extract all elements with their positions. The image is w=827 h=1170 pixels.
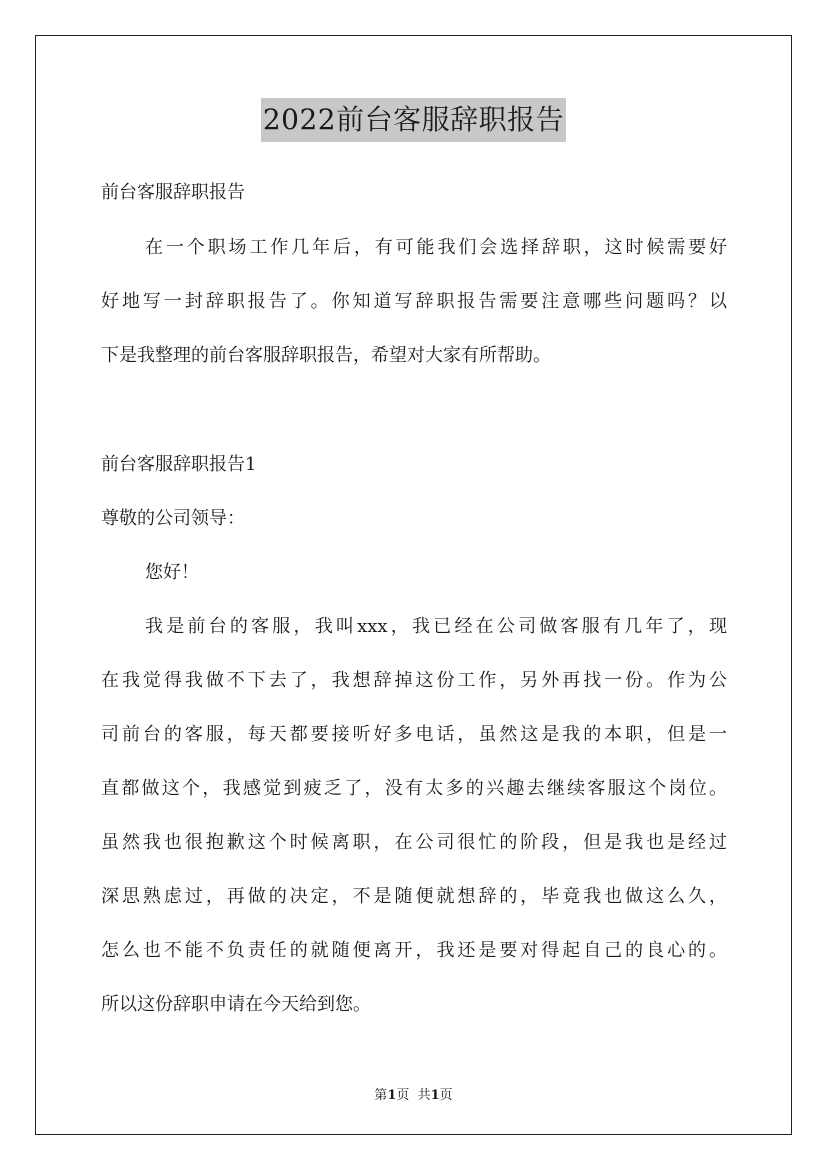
- footer-page-current: 1: [387, 1088, 397, 1103]
- document-title: 2022前台客服辞职报告: [261, 98, 566, 142]
- footer-prefix: 第: [374, 1088, 388, 1103]
- body-line-7: 怎么也不能不负责任的就随便离开，我还是要对得起自己的良心的。: [101, 940, 727, 961]
- greeting: 您好！: [145, 562, 199, 583]
- footer-suffix: 页: [439, 1088, 453, 1103]
- body-line-5: 虽然我也很抱歉这个时候离职，在公司很忙的阶段，但是我也是经过: [101, 832, 727, 853]
- body-line-2: 在我觉得我做不下去了，我想辞掉这份工作，另外再找一份。作为公: [101, 670, 727, 691]
- body-line-6: 深思熟虑过，再做的决定，不是随便就想辞的，毕竟我也做这么久，: [101, 886, 727, 907]
- body-line-3: 司前台的客服，每天都要接听好多电话，虽然这是我的本职，但是一: [101, 724, 727, 745]
- section-heading: 前台客服辞职报告1: [101, 454, 257, 475]
- title-container: [0, 98, 827, 142]
- intro-line-3: 下是我整理的前台客服辞职报告，希望对大家有所帮助。: [101, 345, 551, 366]
- page-footer: [0, 1084, 827, 1103]
- body-line-4: 直都做这个，我感觉到疲乏了，没有太多的兴趣去继续客服这个岗位。: [101, 778, 727, 799]
- footer-page-total: 1: [430, 1088, 440, 1103]
- footer-mid: 页 共: [396, 1088, 431, 1103]
- intro-line-2: 好地写一封辞职报告了。你知道写辞职报告需要注意哪些问题吗？以: [101, 291, 727, 312]
- document-subtitle: 前台客服辞职报告: [101, 182, 245, 203]
- intro-line-1: 在一个职场工作几年后，有可能我们会选择辞职，这时候需要好: [145, 237, 727, 258]
- body-line-1: 我是前台的客服，我叫xxx，我已经在公司做客服有几年了，现: [145, 616, 727, 637]
- body-line-8: 所以这份辞职申请在今天给到您。: [101, 994, 371, 1015]
- salutation: 尊敬的公司领导：: [101, 508, 245, 529]
